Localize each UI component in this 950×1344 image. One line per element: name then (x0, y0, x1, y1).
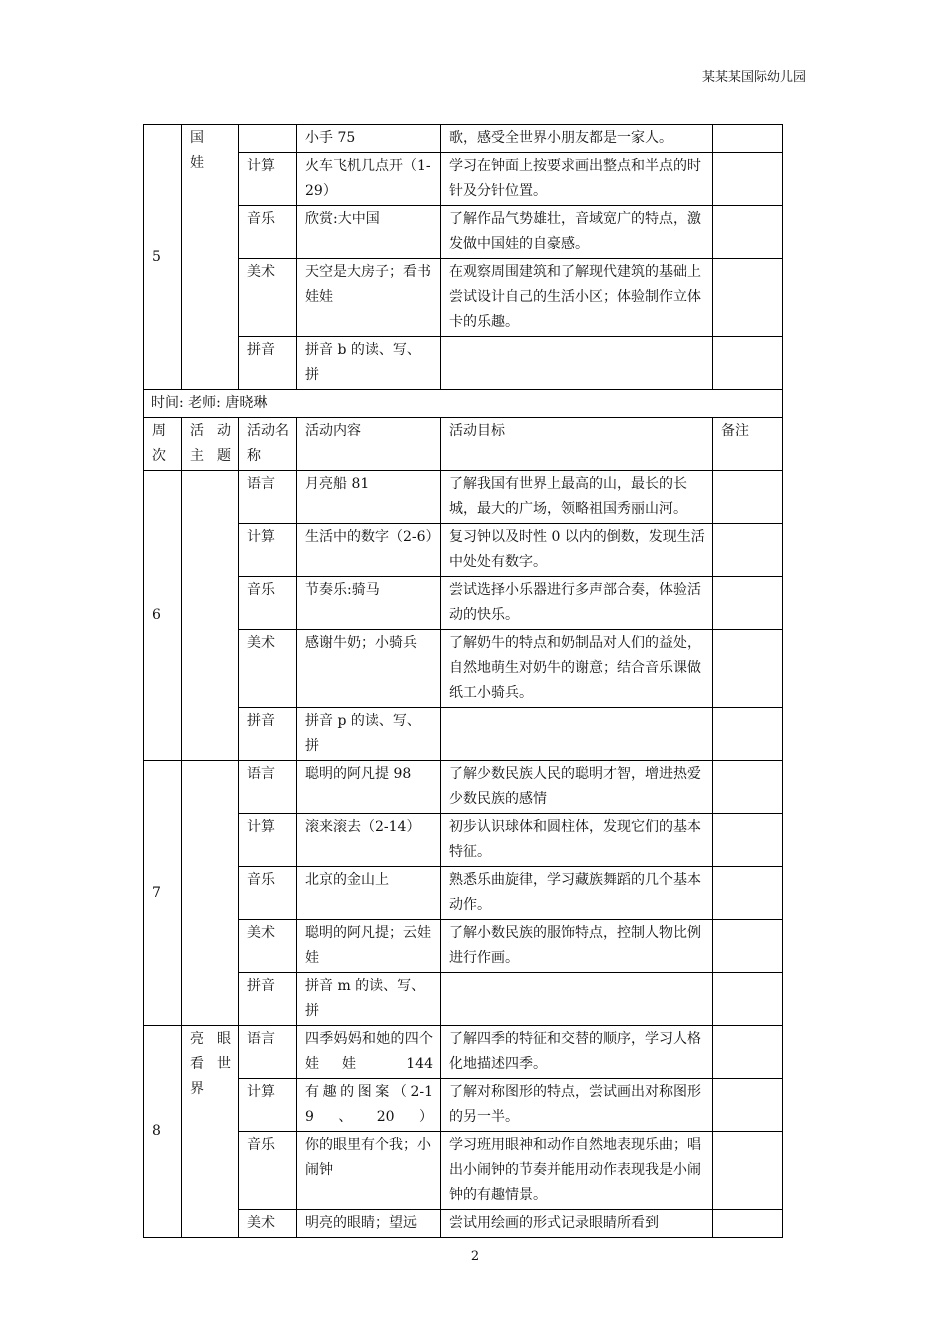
activity-note (713, 761, 783, 814)
table-row (144, 471, 783, 524)
table-row (144, 337, 783, 390)
activity-goal: 了解奶牛的特点和奶制品对人们的益处，自然地萌生对奶牛的谢意；结合音乐课做纸工小骑兵。 (441, 630, 713, 708)
activity-subject (239, 125, 297, 153)
activity-note (713, 206, 783, 259)
table-row (144, 1132, 783, 1210)
activity-content: 拼音 b 的读、写、拼 (297, 337, 441, 390)
week-number: 8 (144, 1026, 182, 1238)
header-content: 活动内容 (297, 418, 441, 471)
activity-content: 明亮的眼睛；望远 (297, 1210, 441, 1238)
table-row (144, 206, 783, 259)
activity-goal: 了解小数民族的服饰特点，控制人物比例进行作画。 (441, 920, 713, 973)
activity-note (713, 471, 783, 524)
activity-subject: 音乐 (239, 206, 297, 259)
table-row (144, 867, 783, 920)
activity-goal (441, 973, 713, 1026)
activity-note (713, 1132, 783, 1210)
page-number: 2 (470, 1249, 480, 1264)
activity-note (713, 1026, 783, 1079)
table-row (144, 125, 783, 153)
table-row (144, 1026, 783, 1079)
activity-goal: 了解对称图形的特点，尝试画出对称图形的另一半。 (441, 1079, 713, 1132)
table-row (144, 1210, 783, 1238)
header-goal: 活动目标 (441, 418, 713, 471)
activity-content: 感谢牛奶；小骑兵 (297, 630, 441, 708)
activity-note (713, 630, 783, 708)
activity-subject: 语言 (239, 1026, 297, 1079)
table-row (144, 814, 783, 867)
activity-note (713, 125, 783, 153)
table-row (144, 920, 783, 973)
activity-goal: 复习钟以及时性 0 以内的倒数，发现生活中处处有数字。 (441, 524, 713, 577)
week-number: 5 (144, 125, 182, 390)
activity-subject: 计算 (239, 153, 297, 206)
activity-content: 有趣的图案（2-19、20） (297, 1079, 441, 1132)
time-teacher-row (144, 390, 783, 418)
activity-note (713, 153, 783, 206)
activity-goal: 了解作品气势雄壮，音域宽广的特点，激发做中国娃的自豪感。 (441, 206, 713, 259)
activity-goal: 初步认识球体和圆柱体，发现它们的基本特征。 (441, 814, 713, 867)
activity-content: 聪明的阿凡提；云娃娃 (297, 920, 441, 973)
column-header-row (144, 418, 783, 471)
activity-subject: 计算 (239, 524, 297, 577)
table-row (144, 973, 783, 1026)
school-name-header: 某某某国际幼儿园 (701, 70, 806, 85)
time-teacher-info: 时间: 老师: 唐晓琳 (144, 390, 783, 418)
activity-theme (182, 471, 239, 761)
activity-goal: 熟悉乐曲旋律，学习藏族舞蹈的几个基本动作。 (441, 867, 713, 920)
activity-subject: 语言 (239, 471, 297, 524)
week-number: 7 (144, 761, 182, 1026)
activity-note (713, 577, 783, 630)
activity-plan-table (143, 124, 783, 1238)
activity-subject: 音乐 (239, 867, 297, 920)
activity-subject: 拼音 (239, 973, 297, 1026)
activity-note (713, 1079, 783, 1132)
activity-goal: 学习在钟面上按要求画出整点和半点的时针及分针位置。 (441, 153, 713, 206)
activity-subject: 美术 (239, 630, 297, 708)
activity-note (713, 1210, 783, 1238)
table-row (144, 153, 783, 206)
activity-content: 北京的金山上 (297, 867, 441, 920)
activity-content: 天空是大房子；看书娃娃 (297, 259, 441, 337)
activity-goal: 尝试用绘画的形式记录眼睛所看到 (441, 1210, 713, 1238)
activity-content: 节奏乐:骑马 (297, 577, 441, 630)
activity-theme: 国 娃 (182, 125, 239, 390)
activity-content: 四季妈妈和她的四个娃娃 144 (297, 1026, 441, 1079)
table-row (144, 524, 783, 577)
activity-subject: 拼音 (239, 337, 297, 390)
activity-content: 拼音 p 的读、写、拼 (297, 708, 441, 761)
activity-subject: 计算 (239, 1079, 297, 1132)
activity-content: 火车飞机几点开（1-29） (297, 153, 441, 206)
header-note: 备注 (713, 418, 783, 471)
activity-goal: 在观察周围建筑和了解现代建筑的基础上尝试设计自己的生活小区；体验制作立体卡的乐趣。 (441, 259, 713, 337)
activity-subject: 计算 (239, 814, 297, 867)
activity-subject: 音乐 (239, 577, 297, 630)
activity-subject: 美术 (239, 1210, 297, 1238)
activity-goal: 了解四季的特征和交替的顺序，学习人格化地描述四季。 (441, 1026, 713, 1079)
table-row (144, 630, 783, 708)
activity-note (713, 259, 783, 337)
table-row (144, 708, 783, 761)
activity-content: 聪明的阿凡提 98 (297, 761, 441, 814)
activity-note (713, 867, 783, 920)
activity-subject: 美术 (239, 259, 297, 337)
activity-subject: 语言 (239, 761, 297, 814)
activity-note (713, 708, 783, 761)
activity-subject: 拼音 (239, 708, 297, 761)
activity-content: 你的眼里有个我；小闹钟 (297, 1132, 441, 1210)
activity-content: 月亮船 81 (297, 471, 441, 524)
activity-goal: 了解少数民族人民的聪明才智，增进热爱少数民族的感情 (441, 761, 713, 814)
activity-content: 欣赏:大中国 (297, 206, 441, 259)
activity-theme (182, 761, 239, 1026)
activity-content: 小手 75 (297, 125, 441, 153)
activity-note (713, 920, 783, 973)
activity-note (713, 973, 783, 1026)
table-row (144, 761, 783, 814)
header-week: 周次 (144, 418, 182, 471)
activity-goal (441, 708, 713, 761)
activity-goal: 尝试选择小乐器进行多声部合奏，体验活动的快乐。 (441, 577, 713, 630)
table-row (144, 577, 783, 630)
header-name: 活动名称 (239, 418, 297, 471)
activity-note (713, 814, 783, 867)
table-row (144, 259, 783, 337)
header-theme: 活动主题 (182, 418, 239, 471)
activity-subject: 美术 (239, 920, 297, 973)
activity-content: 拼音 m 的读、写、拼 (297, 973, 441, 1026)
activity-subject: 音乐 (239, 1132, 297, 1210)
activity-theme: 亮眼看世界 (182, 1026, 239, 1238)
activity-goal: 了解我国有世界上最高的山，最长的长城，最大的广场，领略祖国秀丽山河。 (441, 471, 713, 524)
week-number: 6 (144, 471, 182, 761)
activity-note (713, 337, 783, 390)
activity-note (713, 524, 783, 577)
table-row (144, 1079, 783, 1132)
activity-content: 生活中的数字（2-6） (297, 524, 441, 577)
activity-content: 滚来滚去（2-14） (297, 814, 441, 867)
activity-goal: 学习班用眼神和动作自然地表现乐曲；唱出小闹钟的节奏并能用动作表现我是小闹钟的有趣情景。 (441, 1132, 713, 1210)
activity-goal: 歌，感受全世界小朋友都是一家人。 (441, 125, 713, 153)
activity-goal (441, 337, 713, 390)
